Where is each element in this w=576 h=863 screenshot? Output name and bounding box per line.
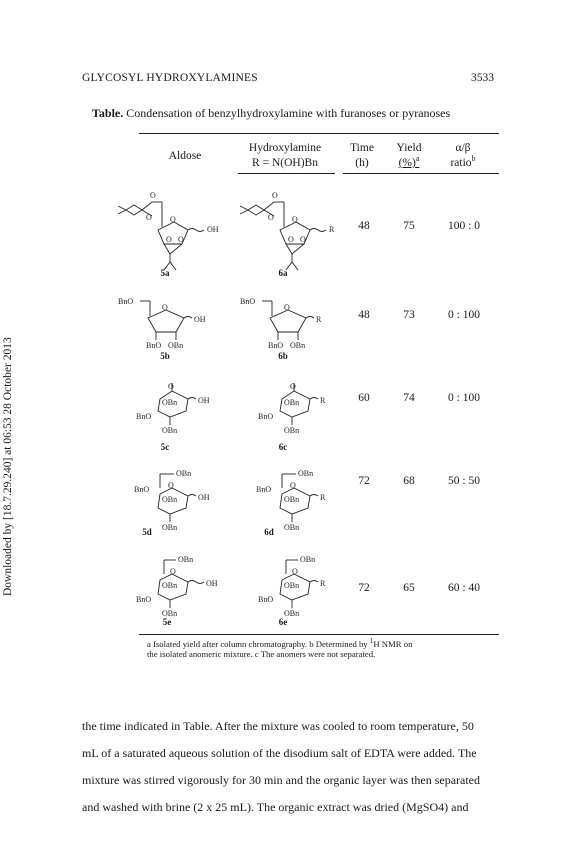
6d-obn-6: OBn (298, 469, 314, 478)
yield-5a: 75 (403, 220, 415, 232)
5c-oh: OH (198, 396, 210, 405)
caption-label: Table. (92, 106, 124, 120)
body-line-3: mixture was stirred vigorously for 30 min and the organic layer was then separated (82, 773, 480, 787)
5d-obn-2: OBn (162, 495, 178, 504)
download-stamp: Downloaded by [18.7.29.240] at 06:53 28 October 2013 (2, 337, 14, 596)
structure-6a (240, 192, 350, 272)
6a-r: R (329, 225, 335, 234)
header-yield-title: Yield (396, 142, 422, 154)
header-hydroxylamine (235, 141, 335, 171)
hydroxylamine-underline (238, 173, 335, 174)
5d-obn-3: OBn (162, 523, 178, 532)
6c-o-ring: O (290, 382, 296, 391)
5c-obn-3: OBn (162, 426, 178, 435)
table-footnote (147, 636, 499, 660)
5e-oh: OH (206, 579, 218, 588)
6d-bno-4: BnO (256, 485, 272, 494)
structure-5c-svg (130, 377, 240, 439)
structure-5b-svg (118, 292, 228, 352)
label-6d: 6d (264, 527, 274, 537)
6e-o-ring: O (292, 567, 298, 576)
5a-o3: O (166, 235, 172, 244)
footnote-line-1 (147, 636, 499, 649)
body-line-1: the time indicated in Table. After the mixture was cooled to room temperature, 50 (82, 719, 474, 733)
5e-obn-3: OBn (162, 609, 178, 618)
values-underline (343, 173, 499, 174)
5b-obn-3: OBn (168, 341, 184, 350)
body-line-4: and washed with brine (2 x 25 mL). The organic extract was dried (MgSO4) and (82, 800, 469, 814)
table-bottom-rule (139, 634, 499, 635)
structure-5e-svg (130, 552, 240, 624)
header-yield-unit-wrap (386, 156, 432, 171)
structure-6c (252, 377, 362, 439)
5e-bno-4: BnO (136, 595, 152, 604)
5b-bno-2: BnO (146, 341, 162, 350)
structure-5e (130, 552, 240, 624)
6a-o4: O (300, 235, 306, 244)
5b-o-ring: O (162, 303, 168, 312)
footnote-line-1-end: H NMR on (373, 638, 413, 649)
6e-obn-2: OBn (284, 581, 300, 590)
structure-6b-svg (240, 292, 350, 352)
footnote-line-2: the isolated anomeric mixture. c The anomers were not separated. (147, 649, 376, 660)
6c-obn-3: OBn (284, 426, 300, 435)
label-6a: 6a (278, 268, 288, 278)
header-ratio-sup: b (471, 154, 476, 164)
time-5a: 48 (358, 220, 370, 232)
structure-6c-svg (252, 377, 362, 439)
6a-o1: O (272, 191, 278, 200)
6d-o-ring: O (290, 481, 296, 490)
6a-o-ring: O (292, 215, 298, 224)
caption-text: Condensation of benzylhydroxylamine with furanoses or pyranoses (123, 106, 451, 120)
header-yield-sup: a (415, 154, 420, 164)
table-caption (92, 106, 502, 121)
label-6e: 6e (278, 617, 288, 627)
6b-obn-3: OBn (290, 341, 306, 350)
5e-obn-6: OBn (178, 555, 194, 564)
header-aldose: Aldose (168, 150, 202, 162)
time-5c: 60 (358, 392, 370, 404)
6d-obn-3: OBn (284, 523, 300, 532)
ratio-5d: 50 : 50 (448, 475, 480, 487)
header-yield-unit: (%) (398, 157, 416, 169)
header-time-title: Time (350, 142, 374, 154)
6b-bno: BnO (240, 297, 256, 306)
ratio-5e: 60 : 40 (448, 582, 480, 594)
5b-bno: BnO (118, 297, 134, 306)
5c-o-ring: O (168, 382, 174, 391)
running-head: GLYCOSYL HYDROXYLAMINES (82, 72, 258, 84)
ratio-5c: 0 : 100 (448, 392, 480, 404)
6e-obn-3: OBn (284, 609, 300, 618)
5a-o2: O (146, 213, 152, 222)
header-yield (386, 141, 432, 171)
time-5e: 72 (358, 582, 370, 594)
ratio-5b: 0 : 100 (448, 309, 480, 321)
5d-oh: OH (198, 493, 210, 502)
yield-5c: 74 (403, 392, 415, 404)
header-ratio-sub-wrap (432, 156, 494, 171)
5e-o-ring: O (170, 567, 176, 576)
6a-o3: O (288, 235, 294, 244)
6b-r: R (316, 315, 322, 324)
label-5e: 5e (162, 617, 172, 627)
6e-obn-6: OBn (300, 555, 316, 564)
5b-oh: OH (194, 315, 206, 324)
6c-obn-2: OBn (284, 398, 300, 407)
ratio-5a: 100 : 0 (448, 220, 480, 232)
6c-bno-4: BnO (258, 412, 274, 421)
yield-5b: 73 (403, 309, 415, 321)
5a-o1: O (150, 191, 156, 200)
5a-o-ring: O (170, 215, 176, 224)
header-ratio-sub: ratio (450, 157, 472, 169)
yield-5e: 65 (403, 582, 415, 594)
structure-6b (240, 292, 350, 352)
5e-obn-2: OBn (162, 581, 178, 590)
6c-r: R (320, 396, 326, 405)
structure-5b (118, 292, 228, 352)
5d-bno-4: BnO (134, 485, 150, 494)
5d-obn-6: OBn (176, 469, 192, 478)
label-6c: 6c (278, 442, 288, 452)
page-number: 3533 (471, 72, 494, 84)
6d-r: R (320, 493, 326, 502)
body-line-2: mL of a saturated aqueous solution of the disodium salt of EDTA were added. The (82, 746, 477, 760)
header-hydroxylamine-title: Hydroxylamine (248, 142, 322, 154)
label-5a: 5a (160, 268, 170, 278)
label-6b: 6b (278, 351, 288, 361)
time-5b: 48 (358, 309, 370, 321)
header-hydroxylamine-sub: R = N(OH)Bn (252, 157, 318, 169)
time-5d: 72 (358, 475, 370, 487)
6b-bno-2: BnO (268, 341, 284, 350)
header-time (340, 141, 384, 171)
label-5d: 5d (142, 527, 152, 537)
footnote-nmr-sup: 1 (369, 637, 374, 645)
5a-oh: OH (207, 225, 219, 234)
6e-bno-4: BnO (258, 595, 274, 604)
5d-o-ring: O (168, 481, 174, 490)
header-ratio (432, 141, 494, 171)
6a-o2: O (268, 213, 274, 222)
footnote-line-1-text: a Isolated yield after column chromatography. b Determined by (147, 638, 370, 649)
structure-6a-svg (240, 192, 350, 272)
label-5c: 5c (160, 442, 170, 452)
yield-5d: 68 (403, 475, 415, 487)
6d-obn-2: OBn (284, 495, 300, 504)
header-ratio-title: α/β (455, 142, 471, 154)
structure-5c (130, 377, 240, 439)
6b-o-ring: O (284, 303, 290, 312)
6e-r: R (320, 579, 326, 588)
structure-5a-svg (118, 192, 228, 272)
table-top-rule (139, 133, 499, 134)
label-5b: 5b (160, 351, 170, 361)
5a-o4: O (178, 235, 184, 244)
5c-obn-2: OBn (162, 398, 178, 407)
5c-bno-4: BnO (136, 412, 152, 421)
structure-5a (118, 192, 228, 272)
header-time-unit: (h) (355, 157, 369, 169)
